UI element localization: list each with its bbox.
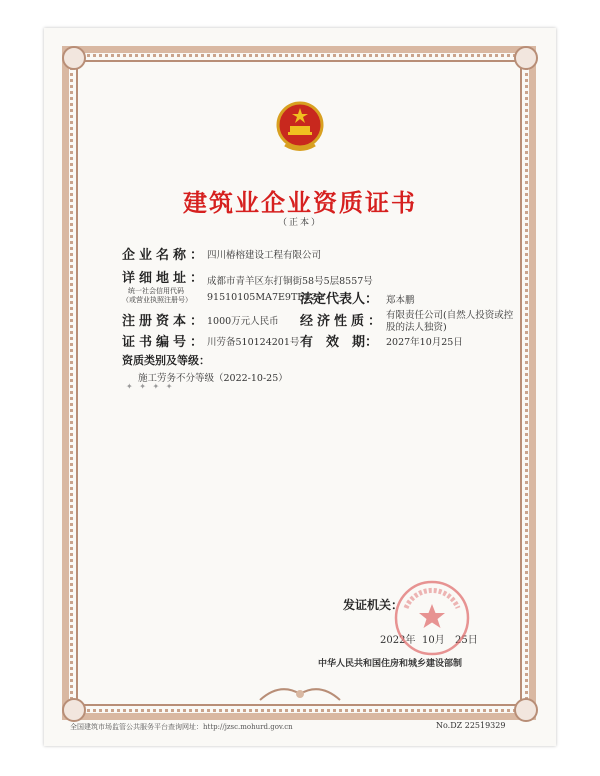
legal-rep-value: 郑本鹏: [386, 295, 415, 306]
qualification-value: 施工劳务不分等级（2022-10-25）: [138, 373, 288, 384]
certificate-title: 建筑业企业资质证书: [183, 189, 417, 217]
ministry-name: 中华人民共和国住房和城乡建设部制: [318, 659, 463, 669]
issuer-label: 发证机关：: [343, 598, 404, 612]
national-emblem-icon: [271, 98, 329, 156]
corner-ornament-icon: [62, 46, 86, 70]
bottom-ornament-icon: [255, 680, 345, 706]
cert-no-label: 证书编号：: [122, 335, 208, 350]
certificate-subtitle: （正本）: [277, 218, 322, 228]
capital-value: 1000万元人民币: [207, 316, 279, 327]
issue-year: 2022年: [380, 635, 416, 646]
capital-label: 注册资本：: [122, 314, 208, 329]
ornament-dots-icon: ✦ ✦ ✦ ✦: [126, 382, 175, 391]
credit-code-value: 91510105MA7E9TEF20: [207, 292, 323, 303]
cert-no-value: 川劳备510124201号: [207, 337, 300, 348]
corner-ornament-icon: [62, 698, 86, 722]
validity-value: 2027年10月25日: [386, 337, 463, 348]
address-value: 成都市青羊区东打铜街58号5层8557号: [207, 276, 373, 287]
economic-nature-label: 经济性质：: [300, 314, 386, 329]
economic-nature-value: 有限责任公司(自然人投资或控股的法人独资): [386, 310, 514, 333]
company-name-label: 企业名称：: [122, 248, 208, 263]
official-seal-icon: [392, 578, 472, 658]
footer-query-url: 全国建筑市场监管公共服务平台查询网址：http://jzsc.mohurd.gov.cn: [70, 723, 293, 731]
credit-code-label-line1: 统一社会信用代码: [128, 287, 184, 295]
validity-label: 有 效 期：: [300, 335, 379, 350]
company-name-value: 四川椿榕建设工程有限公司: [207, 250, 322, 261]
corner-ornament-icon: [514, 46, 538, 70]
corner-ornament-icon: [514, 698, 538, 722]
credit-code-label-line2: （或营业执照注册号）: [122, 296, 192, 304]
issue-month: 10月: [422, 635, 445, 646]
issue-day: 25日: [455, 635, 478, 646]
footer-serial-number: No.DZ 22519329: [436, 721, 506, 730]
qualification-label: 资质类别及等级：: [122, 354, 210, 367]
legal-rep-label: 法定代表人：: [300, 292, 379, 307]
address-label: 详细地址：: [122, 271, 208, 286]
